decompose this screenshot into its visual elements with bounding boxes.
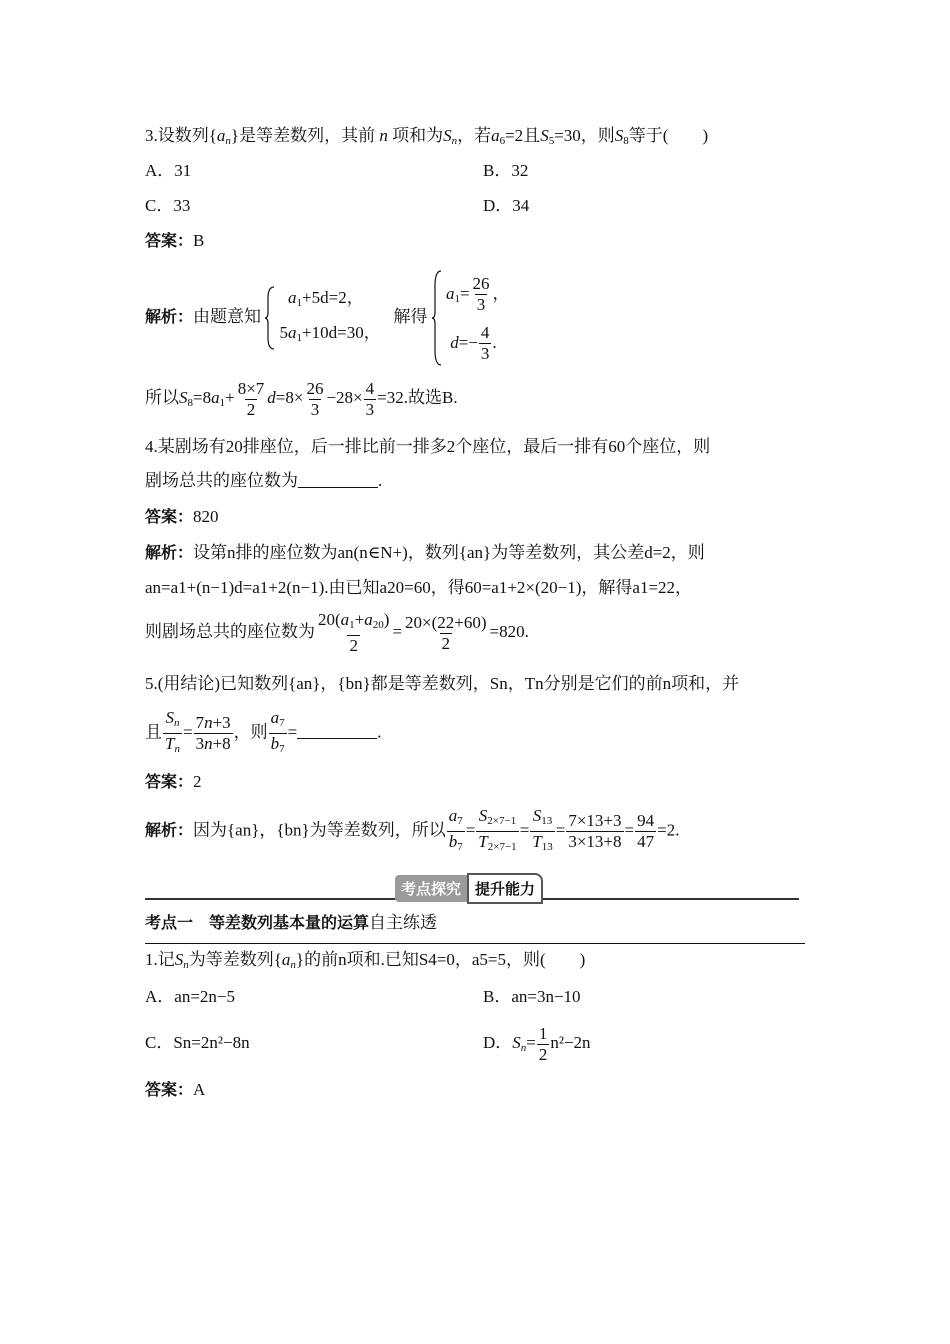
q3-answer: 答案：B (145, 231, 205, 250)
q4-analysis-line1: 解析：设第n排的座位数为an(n∈N+)，数列{an}为等差数列，其公差d=2，则 (145, 543, 705, 562)
e1-option-d: D．$S_n=$ $\frac{1}{2}$ n²−2n (483, 1023, 591, 1064)
q3-s8-calc: 所以$S_8=8a_1+$ $\frac{8\times 7}{2}$ d=8× $\frac{26}{3}$ −28× $\frac{4}{3}$ =32.故选B. (145, 378, 458, 419)
q4-stem-line2: 剧场总共的座位数为 . (145, 471, 383, 490)
q3-stem: 3.设数列$\{a_n\}$是等差数列，其前 n 项和为$S_n$，若$a_6=2$且$S_5=30$，则$S_8$等于( ) (145, 126, 709, 147)
q4-analysis-line3: 则剧场总共的座位数为 $\frac{20(a_1+a_{20})}{2}$ = $\frac{20\times(22+60)}{2}$ =820. (145, 610, 529, 656)
e1-option-b: B．an=3n−10 (483, 987, 581, 1006)
banner-right-tag: 提升能力 (467, 873, 543, 904)
left-brace-icon (265, 286, 275, 350)
q5-stem-line2: 且 $\frac{S_n}{T_n}$ = $\frac{7n+3}{3n+8}$ ，则 $\frac{a_7}{b_7}$ = . (145, 708, 382, 759)
e1-option-c: C．Sn=2n²−8n (145, 1033, 250, 1052)
q4-answer: 答案：820 (145, 507, 219, 526)
banner-left-tag: 考点探究 (395, 875, 467, 902)
e1-option-a: A．an=2n−5 (145, 987, 235, 1006)
q5-answer: 答案：2 (145, 772, 202, 791)
q3-option-d: D．34 (483, 196, 530, 215)
section-rule (145, 943, 805, 944)
q3-option-b: B．32 (483, 161, 529, 180)
e1-stem: 1.记$S_n$为等差数列$\{a_n\}$的前n项和.已知S4=0，a5=5，则( ) (145, 950, 586, 971)
q3-options-row1 (145, 159, 529, 183)
answer-blank (297, 722, 377, 739)
answer-blank (298, 471, 378, 488)
e1-options-row1 (145, 985, 581, 1009)
section-banner (395, 873, 543, 903)
q3-option-c: C．33 (145, 196, 191, 215)
e1-options-row2 (145, 1023, 591, 1064)
q4-analysis-line2: an=a1+(n−1)d=a1+2(n−1).由已知a20=60，得60=a1+2×(20−1)，解得a1=22， (145, 578, 693, 597)
q4-stem-line1: 4.某剧场有20排座位，后一排比前一排多2个座位，最后一排有60个座位，则 (145, 437, 711, 456)
q5-analysis: 解析：因为{an}，{bn}为等差数列，所以 $\frac{a_7}{b_7}$ = $\frac{S_{2\times 7-1}}{T_{2\times 7-1}}$ = $\frac{S_{13}}{T_{13}}$ = $\frac{7\times 13+3}{3\times 13+8}$ = $\frac{94}{47}$ =2. (145, 806, 679, 857)
q3-option-a: A．31 (145, 161, 192, 180)
q3-options-row2 (145, 194, 530, 218)
left-brace-icon (432, 270, 442, 366)
section-heading: 考点一 等差数列基本量的运算自主练透 (145, 913, 438, 932)
q5-stem-line1: 5.(用结论)已知数列{an}，{bn}都是等差数列，Sn，Tn分别是它们的前n项和，并 (145, 674, 740, 693)
q3-analysis: 解析：由题意知 $a_1+5d=2$， $5a_1+10d=30$， 解得 $a_1=$ $\frac{26}{3}$ ， d=− $\frac{4}{3}$ . (145, 270, 510, 366)
e1-answer: 答案：A (145, 1080, 206, 1099)
